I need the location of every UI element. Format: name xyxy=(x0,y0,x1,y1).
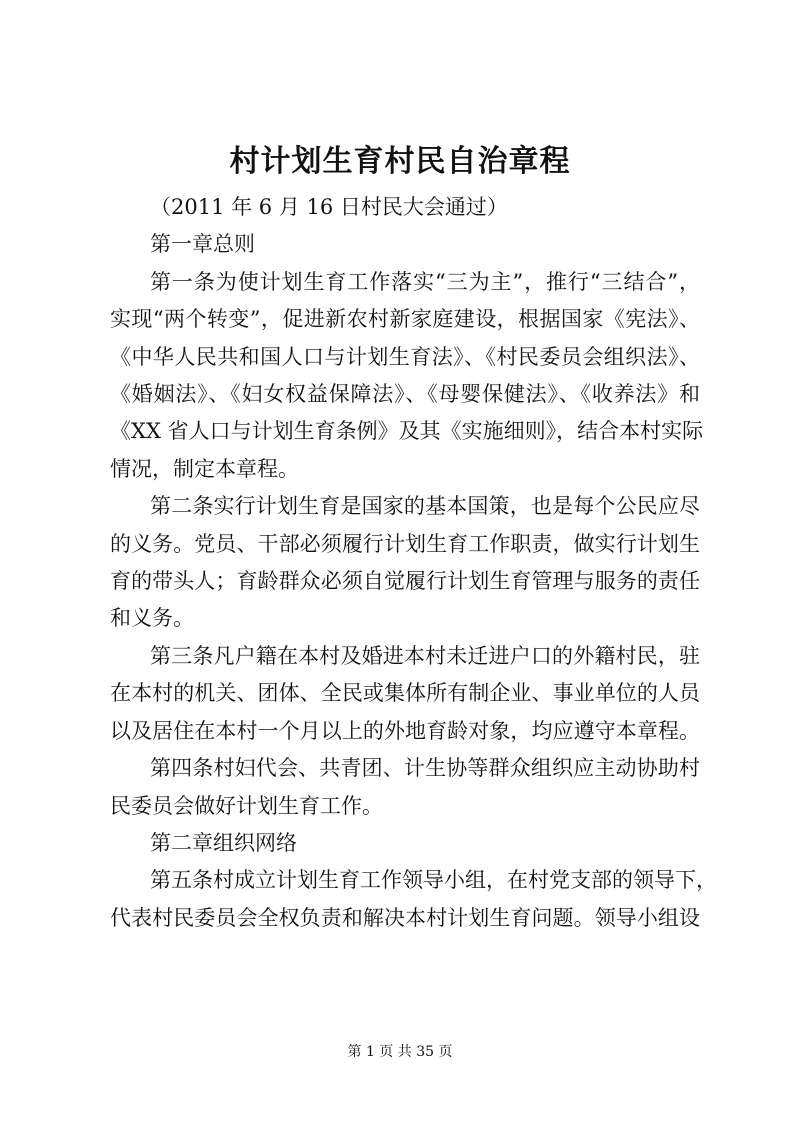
article-line: 代表村民委员会全权负责和解决本村计划生育问题。领导小组设 xyxy=(110,905,700,930)
article-line: 《中华人民共和国人口与计划生育法》、《村民委员会组织法》、 xyxy=(110,344,700,369)
chapter-heading: 第一章总则 xyxy=(150,232,255,257)
document-title: 村计划生育村民自治章程 xyxy=(229,144,571,179)
article-line: 第一条为使计划生育工作落实“三为主”，推行“三结合”， xyxy=(150,269,700,294)
article-line: 以及居住在本村一个月以上的外地育龄对象，均应遵守本章程。 xyxy=(110,718,700,743)
article-line: 《XX 省人口与计划生育条例》及其《实施细则》，结合本村实际 xyxy=(110,419,704,444)
article-line: 和义务。 xyxy=(110,606,194,631)
article-line: 第五条村成立计划生育工作领导小组，在村党支部的领导下， xyxy=(150,868,717,893)
document-body xyxy=(110,189,717,937)
article-line: 实现“两个转变”，促进新农村新家庭建设，根据国家《宪法》、 xyxy=(110,307,700,332)
article-line: 育的带头人；育龄群众必须自觉履行计划生育管理与服务的责任 xyxy=(110,569,700,594)
article-line: 第三条凡户籍在本村及婚进本村未迁进户口的外籍村民，驻 xyxy=(150,643,700,668)
article-line: 民委员会做好计划生育工作。 xyxy=(110,793,383,818)
chapter-heading: 第二章组织网络 xyxy=(150,830,297,855)
article-line: 情况，制定本章程。 xyxy=(110,456,299,481)
subtitle: （2011 年 6 月 16 日村民大会通过） xyxy=(150,195,508,219)
article-line: 第二条实行计划生育是国家的基本国策，也是每个公民应尽 xyxy=(150,494,700,519)
article-line: 在本村的机关、团体、全民或集体所有制企业、事业单位的人员 xyxy=(110,681,700,706)
page-footer: 第 1 页 共 35 页 xyxy=(347,1044,453,1060)
article-line: 《婚姻法》、《妇女权益保障法》、《母婴保健法》、《收养法》和 xyxy=(110,382,700,407)
article-line: 第四条村妇代会、共青团、计生协等群众组织应主动协助村 xyxy=(150,756,700,781)
article-line: 的义务。党员、干部必须履行计划生育工作职责，做实行计划生 xyxy=(110,531,700,556)
